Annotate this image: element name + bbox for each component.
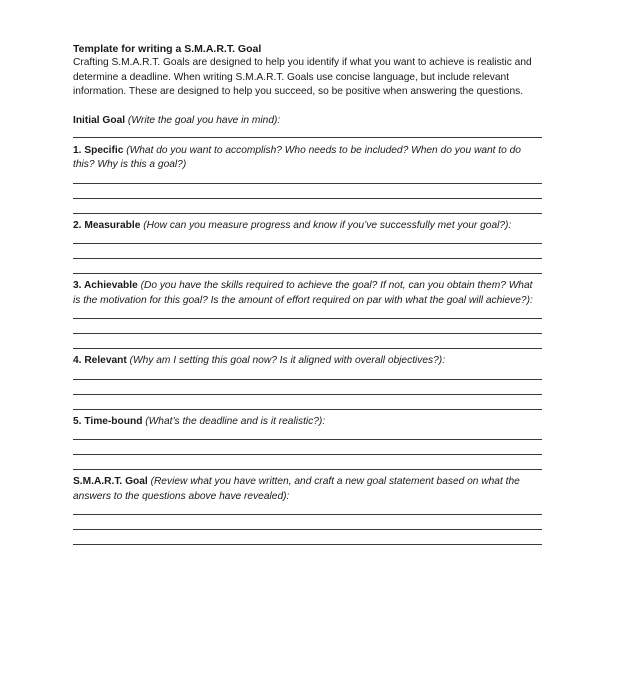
- specific-section: [73, 140, 542, 173]
- goal-template-page: [73, 42, 542, 545]
- relevant-answer-line-1[interactable]: [73, 379, 542, 380]
- achievable-section: [73, 275, 542, 308]
- document-title: Template for writing a S.M.A.R.T. Goal: [73, 43, 262, 55]
- achievable-prompt: (Do you have the skills required to achieve the goal? If not, can you obtain them? What is the motivation for this goal? Is the amount of effort required on par with what the goal will achieve?):: [73, 280, 533, 306]
- measurable-answer-line-3[interactable]: [73, 273, 542, 274]
- initial-goal-instructions: (Write the goal you have in mind):: [127, 114, 281, 126]
- achievable-answer-line-3[interactable]: [73, 348, 542, 349]
- measurable-answer-line-2[interactable]: [73, 258, 542, 259]
- time-bound-section: [73, 411, 542, 430]
- measurable-label: 2. Measurable: [73, 219, 141, 231]
- specific-answer-line-1[interactable]: [73, 183, 542, 184]
- relevant-answer-line-3[interactable]: [73, 409, 542, 410]
- time-bound-prompt: (What’s the deadline and is it realistic?):: [145, 415, 326, 427]
- relevant-label: 4. Relevant: [73, 355, 127, 366]
- measurable-prompt: (How can you measure progress and know if you’ve successfully met your goal?):: [143, 219, 512, 231]
- initial-goal-answer-line[interactable]: [73, 137, 542, 138]
- smart-goal-answer-line-2[interactable]: [73, 529, 542, 530]
- specific-prompt: (What do you want to accomplish? Who needs to be included? When do you want to do this? Why is this a goal?): [73, 144, 521, 170]
- achievable-answer-line-1[interactable]: [73, 318, 542, 319]
- smart-goal-section: [73, 471, 542, 504]
- smart-goal-answer-line-1[interactable]: [73, 514, 542, 515]
- time-bound-answer-line-3[interactable]: [73, 469, 542, 470]
- specific-answer-line-2[interactable]: [73, 198, 542, 199]
- achievable-label: 3. Achievable: [73, 280, 138, 291]
- specific-answer-line-3[interactable]: [73, 213, 542, 214]
- smart-goal-prompt: (Review what you have written, and craft a new goal statement based on what the answers to the questions above have revealed):: [73, 476, 520, 502]
- measurable-answer-line-1[interactable]: [73, 243, 542, 244]
- intro-paragraph: Crafting S.M.A.R.T. Goals are designed to help you identify if what you want to achieve is realistic and determine a deadline. When writing S.M.A.R.T. Goals use concise language, but include relevant information. These are designed to help you succeed, so be positive when answering the questions.: [73, 57, 532, 97]
- smart-goal-label: S.M.A.R.T. Goal: [73, 476, 148, 487]
- specific-label: 1. Specific: [73, 144, 124, 156]
- achievable-answer-line-2[interactable]: [73, 333, 542, 334]
- time-bound-label: 5. Time-bound: [73, 415, 143, 427]
- initial-goal-label: Initial Goal: [73, 114, 126, 126]
- relevant-answer-line-2[interactable]: [73, 394, 542, 395]
- time-bound-answer-line-1[interactable]: [73, 439, 542, 440]
- initial-goal-prompt: [73, 114, 542, 128]
- time-bound-answer-line-2[interactable]: [73, 454, 542, 455]
- relevant-section: [73, 350, 542, 369]
- relevant-prompt: (Why am I setting this goal now? Is it aligned with overall objectives?):: [129, 355, 446, 366]
- smart-goal-answer-line-3[interactable]: [73, 544, 542, 545]
- measurable-section: [73, 215, 542, 234]
